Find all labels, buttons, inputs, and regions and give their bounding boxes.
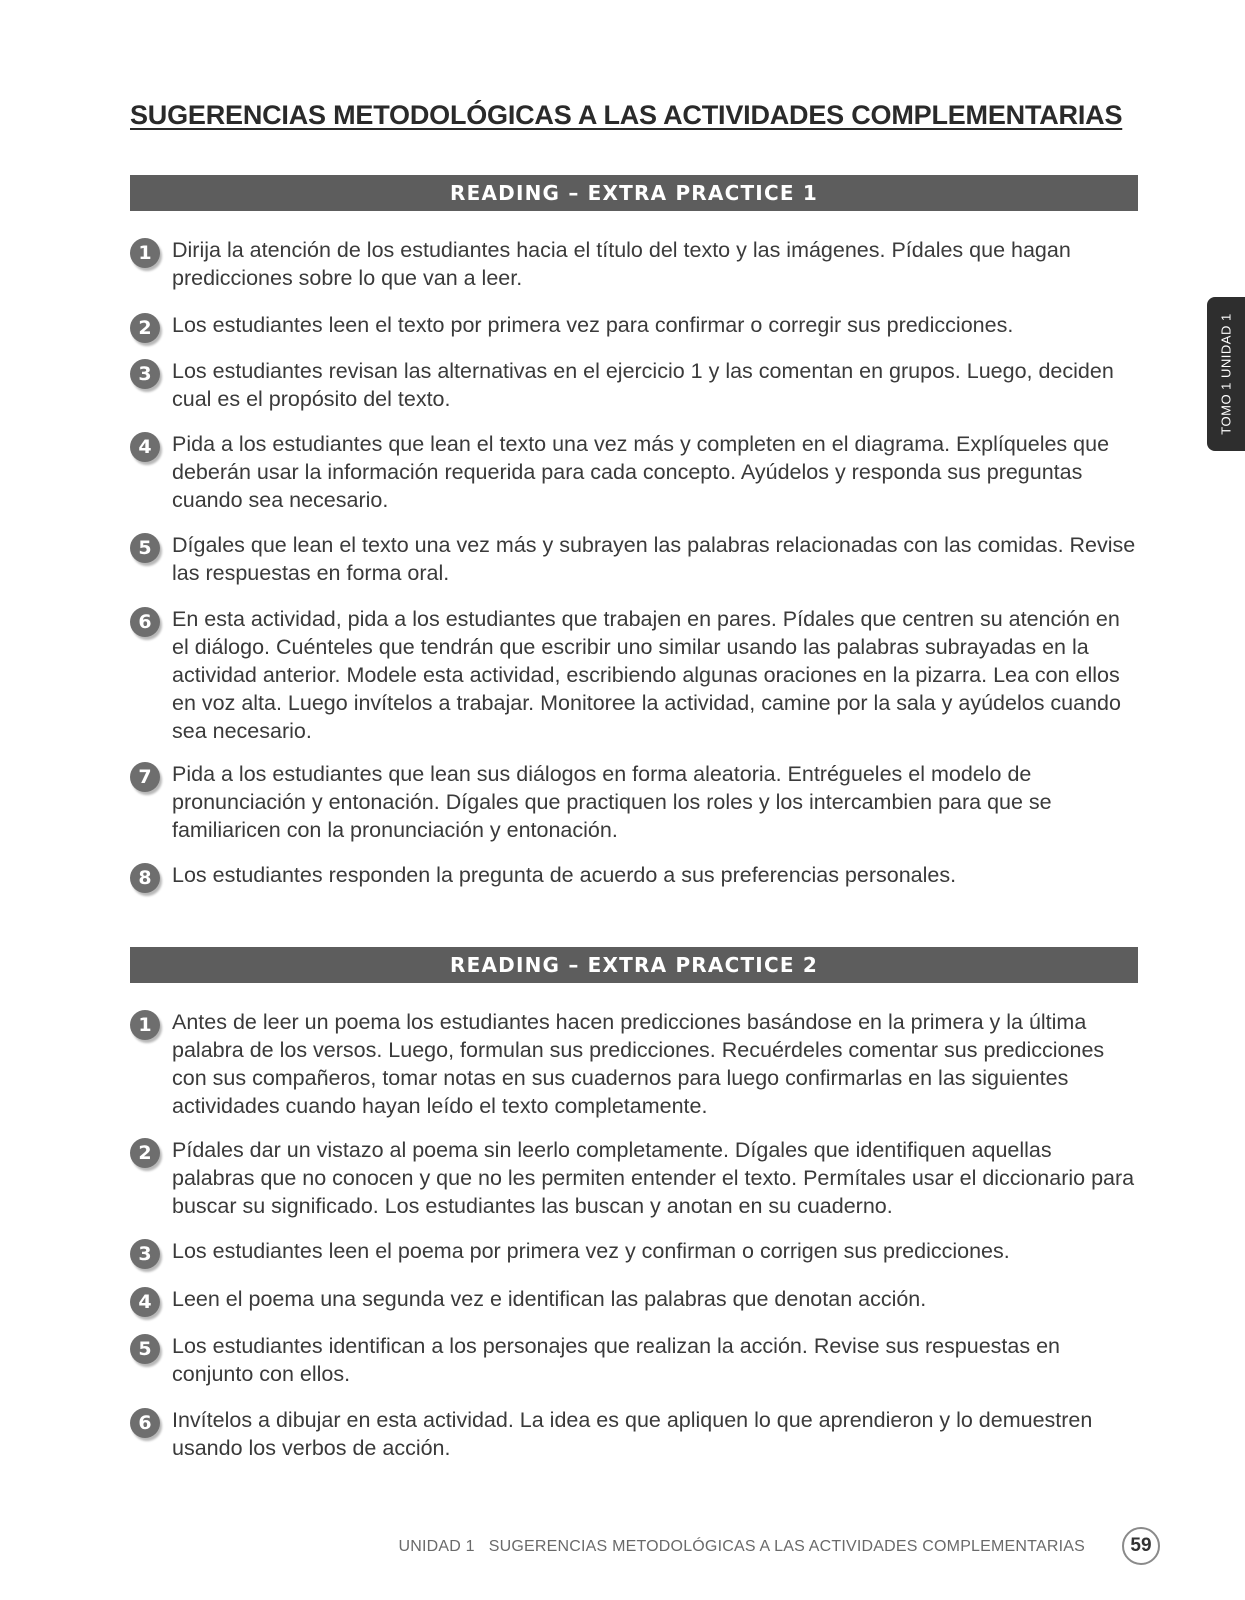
item-number-badge: 2 xyxy=(130,313,160,343)
list-item xyxy=(130,760,1140,844)
list-item xyxy=(130,861,1140,889)
list-item xyxy=(130,1406,1140,1462)
item-number-badge: 3 xyxy=(130,1239,160,1269)
list-item xyxy=(130,430,1140,514)
section-heading-2: READING – EXTRA PRACTICE 2 xyxy=(130,947,1138,983)
footer-title: SUGERENCIAS METODOLÓGICAS A LAS ACTIVIDADES COMPLEMENTARIAS xyxy=(488,1538,1085,1555)
footer-unit: UNIDAD 1 xyxy=(398,1538,475,1555)
item-text: Los estudiantes identifican a los personajes que realizan la acción. Revise sus respuestas en conjunto con ellos. xyxy=(172,1334,1060,1386)
item-number-badge: 2 xyxy=(130,1138,160,1168)
item-text: Invítelos a dibujar en esta actividad. La idea es que apliquen lo que aprendieron y lo demuestren usando los verbos de acción. xyxy=(172,1408,1093,1460)
list-item xyxy=(130,605,1140,745)
list-item xyxy=(130,1332,1140,1388)
footer xyxy=(398,1538,1085,1556)
item-number-badge: 4 xyxy=(130,1287,160,1317)
item-text: Dirija la atención de los estudiantes hacia el título del texto y las imágenes. Pídales que hagan predicciones sobre lo que van a leer. xyxy=(172,238,1071,290)
side-tab xyxy=(1207,297,1245,451)
item-text: Pídales dar un vistazo al poema sin leerlo completamente. Dígales que identifiquen aquellas palabras que no conocen y que no les permiten entender el texto. Permítales usar el diccionario para buscar su significado. Los estudiantes las buscan y anotan en su cuaderno. xyxy=(172,1138,1135,1218)
list-item xyxy=(130,531,1140,587)
item-number-badge: 4 xyxy=(130,432,160,462)
item-number-badge: 1 xyxy=(130,238,160,268)
item-number-badge: 1 xyxy=(130,1010,160,1040)
item-number-badge: 6 xyxy=(130,1408,160,1438)
page-title: SUGERENCIAS METODOLÓGICAS A LAS ACTIVIDADES COMPLEMENTARIAS xyxy=(130,100,1123,130)
item-number-badge: 5 xyxy=(130,533,160,563)
item-text: Pida a los estudiantes que lean el texto una vez más y completen en el diagrama. Explíqueles que deberán usar la información requerida para cada concepto. Ayúdelos y responda sus preguntas cuando sea necesario. xyxy=(172,432,1110,512)
item-text: En esta actividad, pida a los estudiantes que trabajen en pares. Pídales que centren su atención en el diálogo. Cuénteles que tendrán que escribir uno similar usando las palabras subrayadas en la actividad anterior. Modele esta actividad, escribiendo algunas oraciones en la pizarra. Lea con ellos en voz alta. Luego invítelos a trabajar. Monitoree la actividad, camine por la sala y ayúdelos cuando sea necesario. xyxy=(172,607,1121,743)
item-number-badge: 8 xyxy=(130,863,160,893)
page-number: 59 xyxy=(1122,1527,1160,1565)
item-text: Pida a los estudiantes que lean sus diálogos en forma aleatoria. Entrégueles el modelo de pronunciación y entonación. Dígales que practiquen los roles y los intercambien para que se familiaricen con la pronunciación y entonación. xyxy=(172,762,1052,842)
item-text: Antes de leer un poema los estudiantes hacen predicciones basándose en la primera y la última palabra de los versos. Luego, formulan sus predicciones. Recuérdeles comentar sus predicciones con sus compañeros, tomar notas en sus cuadernos para luego confirmarlas en las siguientes actividades cuando hayan leído el texto completamente. xyxy=(172,1010,1105,1118)
list-item xyxy=(130,1136,1140,1220)
list-item xyxy=(130,357,1140,413)
item-text: Dígales que lean el texto una vez más y subrayen las palabras relacionadas con las comidas. Revise las respuestas en forma oral. xyxy=(172,533,1136,585)
section-heading-1: READING – EXTRA PRACTICE 1 xyxy=(130,175,1138,211)
item-number-badge: 6 xyxy=(130,607,160,637)
list-item xyxy=(130,236,1140,292)
list-item xyxy=(130,311,1140,339)
side-tab-label: TOMO 1 UNIDAD 1 xyxy=(1218,313,1234,435)
item-text: Leen el poema una segunda vez e identifican las palabras que denotan acción. xyxy=(172,1287,927,1311)
list-item xyxy=(130,1285,1140,1313)
list-item xyxy=(130,1008,1140,1120)
item-number-badge: 3 xyxy=(130,359,160,389)
item-text: Los estudiantes revisan las alternativas en el ejercicio 1 y las comentan en grupos. Luego, deciden cual es el propósito del texto. xyxy=(172,359,1114,411)
item-text: Los estudiantes leen el texto por primera vez para confirmar o corregir sus predicciones. xyxy=(172,313,1014,337)
item-number-badge: 7 xyxy=(130,762,160,792)
list-item xyxy=(130,1237,1140,1265)
item-text: Los estudiantes responden la pregunta de acuerdo a sus preferencias personales. xyxy=(172,863,957,887)
item-number-badge: 5 xyxy=(130,1334,160,1364)
item-text: Los estudiantes leen el poema por primera vez y confirman o corrigen sus predicciones. xyxy=(172,1239,1010,1263)
